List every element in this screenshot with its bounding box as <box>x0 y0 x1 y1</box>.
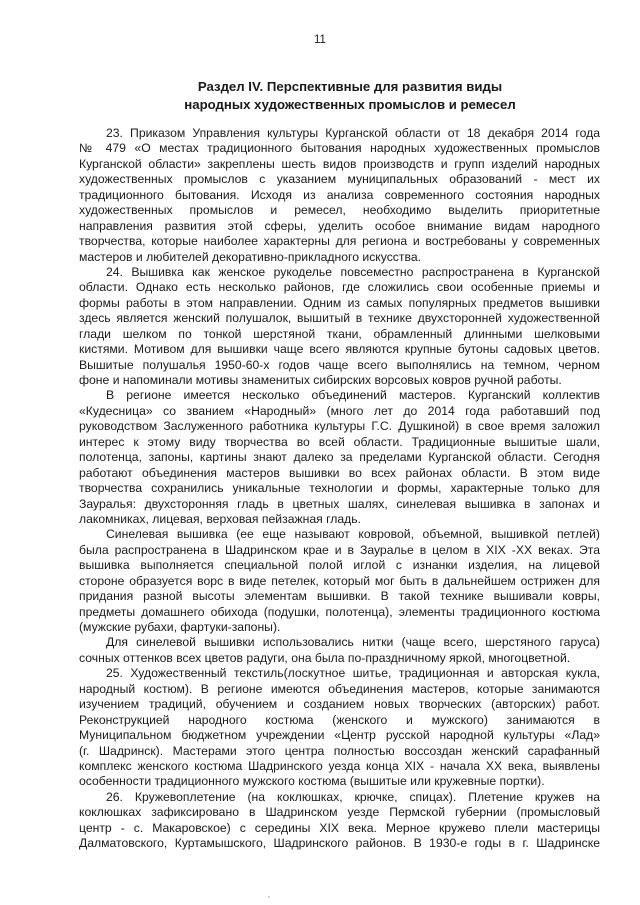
text-line: Зауралья: двухсторонняя гладь в цветных шалях, синелевая вышивка в запонах и <box>79 496 600 511</box>
body-text <box>79 126 600 852</box>
text-line: особенности традиционного мужского костюма (вышитые или кружевные портки). <box>79 774 545 789</box>
text-line: работают объединения мастеров вышивки во всех районах области. В этом виде <box>79 465 600 480</box>
section-heading <box>60 78 640 114</box>
text-line: вышивка выполняется специальной полой иглой с изнанки изделия, на лицевой <box>79 558 600 573</box>
text-line: народный костюм). В регионе имеются объединения мастеров, которые занимаются <box>79 681 600 696</box>
text-line: № 479 «О местах традиционного бытования народных художественных промыслов <box>79 141 600 156</box>
text-line: была распространена в Шадринском крае и в Зауралье в целом в XIX -XX веках. Эта <box>79 542 600 557</box>
text-line: направления развития этой сферы, уделить особое внимание видам народного <box>79 218 600 233</box>
text-line: здесь является женский полушалок, вышитый в технике двухсторонней художественной <box>79 311 600 326</box>
text-line: Синелевая вышивка (ее еще называют ковровой, объемной, вышивкой петлей) <box>106 527 600 542</box>
text-line: глади шелком по тонкой шерстяной ткани, обрамленный длинными шелковыми <box>79 326 600 341</box>
text-line: 25. Художественный текстиль(лоскутное шитье, традиционная и авторская кукла, <box>106 666 600 681</box>
text-line: 26. Кружевоплетение (на коклюшках, крючке, спицах). Плетение кружев на <box>106 789 600 804</box>
text-line: лакомниках, лицевая, верховая пейзажная гладь. <box>79 511 362 526</box>
text-line: мастеров и любителей декоративно-прикладного искусства. <box>79 249 421 264</box>
text-line: «Кудесница» со званием «Народный» (много лет до 2014 года работавший под <box>79 403 600 418</box>
text-line: кистями. Мотивом для вышивки чаще всего являются крупные бутоны садовых цветов. <box>79 342 600 357</box>
text-line: придания разной высоты элементам вышивки. В такой технике вышивали ковры, <box>79 589 600 604</box>
text-line: руководством Заслуженного работника культуры Г.С. Душкиной) в свое время заложил <box>79 419 600 434</box>
section-heading-line: Раздел IV. Перспективные для развития виды <box>197 79 503 94</box>
text-line: Вышитые полушалья 1950-60-х годов чаще всего выполнялись на темном, черном <box>79 357 600 372</box>
text-line: Курганской области» закреплены шесть видов производств и групп изделий народных <box>79 156 600 171</box>
text-line: стороне образуется ворс в виде петелек, который мог быть в дальнейшем острижен для <box>79 573 600 588</box>
text-line: полотенца, запоны, картины знают далеко за пределами Курганской области. Сегодня <box>79 450 600 465</box>
page-number: 11 <box>314 34 326 46</box>
text-line: Для синелевой вышивки использовались нитки (чаще всего, шерстяного гаруса) <box>106 635 600 650</box>
text-line: художественных промыслов и ремесел, необходимо выделить приоритетные <box>79 203 600 218</box>
text-line: центр - с. Макаровское) с середины XIX века. Мерное кружево плели мастерицы <box>79 820 600 835</box>
text-line: комплекс женского костюма Шадринского уезда конца XIX - начала XX века, выявлены <box>79 758 600 773</box>
text-line: формы работы в этом направлении. Одним из самых популярных предметов вышивки <box>79 295 600 310</box>
scan-speck <box>268 896 270 898</box>
text-line: сочных оттенков всех цветов радуги, она была по-праздничному яркой, многоцветной. <box>79 650 571 665</box>
text-line: Далматовского, Куртамышского, Шадринского районов. В 1930-е годы в г. Шадринске <box>79 836 600 851</box>
text-line: коклюшках зафиксировано в Шадринском уезде Пермской губернии (промысловый <box>79 805 600 820</box>
text-line: предметы домашнего обихода (подушки, полотенца), элементы традиционного костюма <box>79 604 600 619</box>
text-line: 24. Вышивка как женское рукоделье повсеместно распространена в Курганской <box>106 264 600 279</box>
text-line: (мужские рубахи, фартуки-запоны). <box>79 620 281 634</box>
text-line: 23. Приказом Управления культуры Курганской области от 18 декабря 2014 года <box>106 126 600 140</box>
text-line: интерес к этому виду творчества во всей области. Традиционные вышитые шали, <box>79 434 600 449</box>
text-line: творчества сохранились уникальные технологии и формы, характерные только для <box>79 481 600 496</box>
text-line: области. Однако есть несколько районов, где сложились свои особенные приемы и <box>79 280 600 295</box>
text-line: Муниципальном бюджетном учреждении «Центр русской народной культуры «Лад» <box>79 728 600 743</box>
text-line: (г. Шадринск). Мастерами этого центра полностью воссоздан женский сарафанный <box>79 743 600 758</box>
text-line: художественных промыслов с указанием муниципальных образований - мест их <box>79 172 600 187</box>
text-line: традиционного бытования. Исходя из анализа современного состояния народных <box>79 187 600 202</box>
text-line: фоне и напоминали мотивы знаменитых сибирских ворсовых ковров ручной работы. <box>79 373 562 387</box>
text-line: творчества, которые наиболее характерны для региона и востребованы у современных <box>79 234 600 249</box>
section-heading-line: народных художественных промыслов и ремесел <box>184 97 516 112</box>
text-line: изучением традиций, обучением и созданием новых творческих (авторских) работ. <box>79 697 600 712</box>
text-line: В регионе имеется несколько объединений мастеров. Курганский коллектив <box>106 388 600 403</box>
text-line: Реконструкцией народного костюма (женского и мужского) занимаются в <box>79 712 600 727</box>
